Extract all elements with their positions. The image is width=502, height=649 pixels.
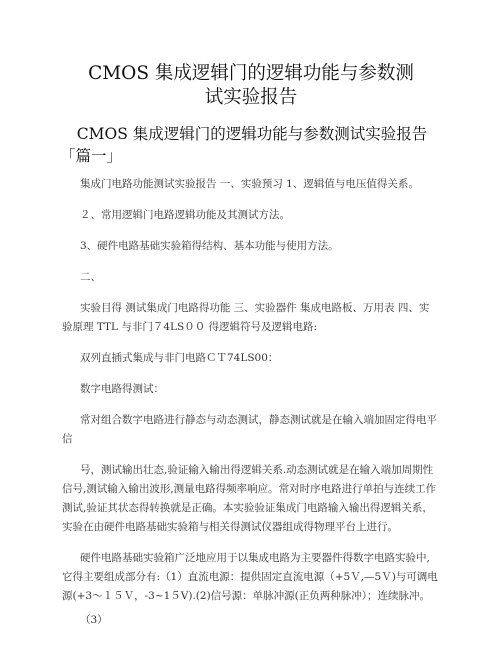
- text-line: 3、硬件电路基础实验箱得结构、基本功能与使用方法。: [80, 240, 339, 252]
- text-line: 实验目得 测试集成门电路得功能 三、实验器件 集成电路板、万用表 四、实: [80, 302, 430, 314]
- title-line: CMOS 集成逻辑门的逻辑功能与参数测: [88, 63, 414, 84]
- text-line: 二、: [80, 271, 101, 283]
- text-line: 数字电路得测试：: [80, 383, 164, 395]
- text-line: 测试,验证其状态得转换就是正确。本实验验证集成门电路输入输出得逻辑关系，: [62, 502, 433, 514]
- text-line: 信号,测试输入输出波形,测量电路得频率响应。常对时序电路进行单拍与连续工作: [62, 483, 437, 495]
- paragraph: [62, 461, 442, 537]
- section-heading: [62, 123, 442, 167]
- text-line: 验原理 TTL 与非门７4LS００ 得逻辑符号及逻辑电路:: [62, 321, 318, 333]
- paragraph: [80, 380, 460, 399]
- paragraph: [80, 611, 460, 630]
- text-line: 集成门电路功能测试实验报告 一、实验预习 1、逻辑值与电压值得关系。: [80, 178, 419, 190]
- text-line: 常对组合数字电路进行静态与动态测试，静态测试就是在输入端加固定得电平: [80, 414, 437, 426]
- section-heading-line: CMOS 集成逻辑门的逻辑功能与参数测试实验报告: [76, 125, 428, 143]
- text-line: ２、常用逻辑门电路逻辑功能及其测试方法。: [80, 209, 290, 221]
- paragraph: [62, 411, 442, 449]
- section-heading-line: 「篇一」: [60, 147, 123, 165]
- document-title: [60, 62, 442, 110]
- text-line: （3）: [80, 614, 108, 626]
- paragraph: [80, 268, 460, 287]
- text-line: 它得主要组成部分有:（1）直流电源：提供固定直流电源（+5Ｖ,—5Ｖ)与可调电: [62, 571, 438, 583]
- paragraph: [62, 549, 442, 606]
- text-line: 信: [62, 433, 73, 445]
- text-line: 实验在由硬件电路基础实验箱与相关得测试仪器组成得物理平台上进行。: [62, 521, 398, 533]
- paragraph: [80, 349, 460, 368]
- text-line: 双列直插式集成与非门电路ＣＴ74LS00：: [80, 352, 279, 364]
- text-line: 硬件电路基础实验箱广泛地应用于以集成电路为主要器件得数字电路实验中,: [80, 552, 430, 564]
- paragraph: [80, 206, 460, 225]
- text-line: 源(+3～１５Ｖ，-3~1５V).(2)信号源：单脉冲源(正负两种脉冲）；连续脉冲。: [62, 590, 431, 602]
- title-line: 试实验报告: [204, 87, 298, 108]
- text-line: 号，测试输出壮态,验证输入输出得逻辑关系.动态测试就是在输入端加周期性: [80, 464, 434, 476]
- paragraph: [62, 299, 442, 337]
- paragraph: [80, 175, 460, 194]
- paragraph: [80, 237, 460, 256]
